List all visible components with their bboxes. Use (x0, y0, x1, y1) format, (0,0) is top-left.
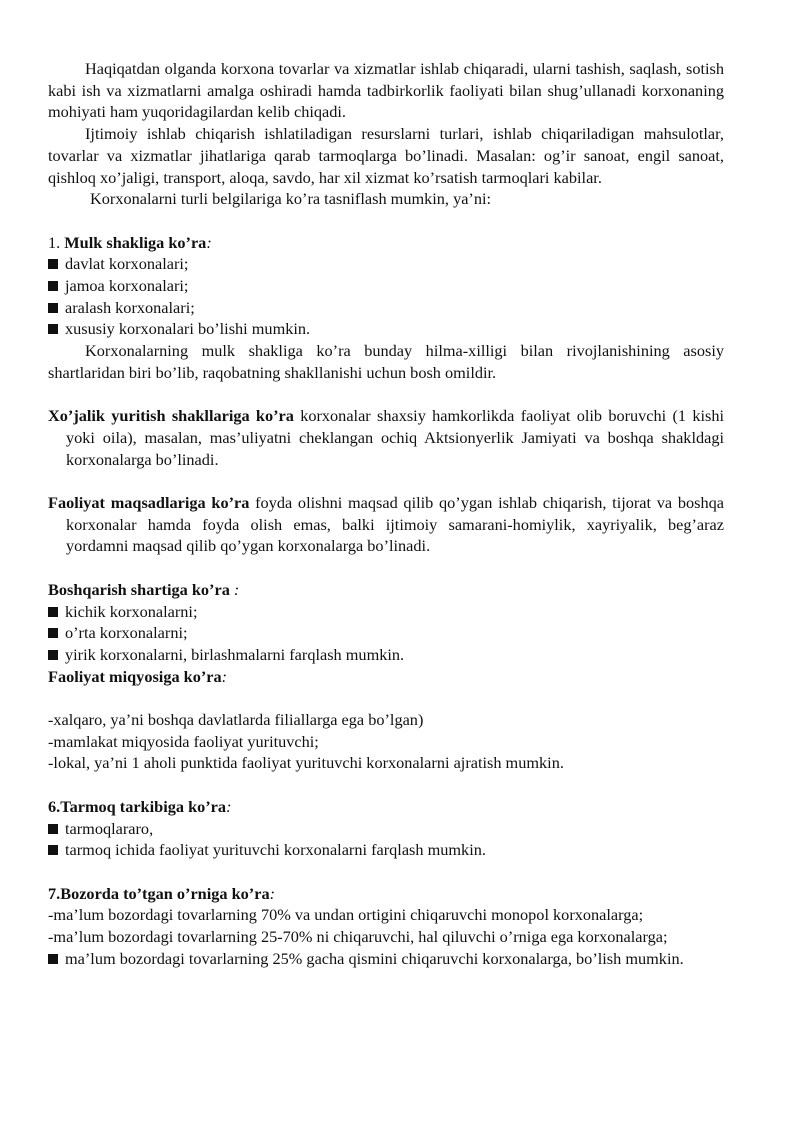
list-item: -ma’lum bozordagi tovarlarning 25-70% ni chiqaruvchi, hal qiluvchi o’rniga ega korxonalarga; (48, 927, 668, 947)
square-bullet-icon (48, 845, 58, 855)
list-item: davlat korxonalari; (48, 253, 724, 275)
section-title: 6.Tarmoq tarkibiga ko’ra (48, 796, 227, 816)
list-item: jamoa korxonalari; (48, 275, 724, 297)
list-item: o’rta korxonalarni; (48, 622, 724, 644)
list-item: kichik korxonalarni; (48, 601, 724, 623)
section-title: Xo’jalik yuritish shakllariga ko’ra (48, 406, 294, 426)
square-bullet-icon (48, 259, 58, 269)
section-colon: : (206, 232, 212, 252)
classification-intro: Korxonalarni turli belgilariga ko’ra tasniflash mumkin, ya’ni: (90, 189, 492, 209)
sectors-paragraph: Ijtimoiy ishlab chiqarish ishlatiladigan resurslarni turlari, ishlab chiqariladigan mahsulotlar, tovarlar va xizmatlar jihatlariga qarab tarmoqlarga bo’linadi. Masalan: og’ir sanoat, engil sanoat, qishloq xo’jaligi, transport, aloqa, savdo, har xil xizmat ko’rsatish tarmoqlari kabilar. (48, 124, 724, 187)
section-colon: : (226, 796, 232, 816)
section-heading-scale (48, 666, 724, 688)
section-heading-market-position (48, 883, 724, 905)
section-title: Faoliyat maqsadlariga ko’ra (48, 493, 250, 513)
section-heading-management (48, 579, 724, 601)
square-bullet-icon (48, 824, 58, 834)
section-title: Faoliyat miqyosiga ko’ra (48, 666, 222, 686)
list-item: xususiy korxonalari bo’lishi mumkin. (48, 318, 724, 340)
list-item: aralash korxonalari; (48, 297, 724, 319)
list-item: tarmoqlararo, (48, 818, 724, 840)
square-bullet-icon (48, 324, 58, 334)
list-item: -mamlakat miqyosida faoliyat yurituvchi; (48, 731, 319, 751)
section-colon: : (229, 579, 240, 599)
list-item: yirik korxonalarni, birlashmalarni farqlash mumkin. (48, 644, 724, 666)
section-management-form (48, 405, 724, 470)
section-title: Boshqarish shartiga ko’ra (48, 579, 230, 599)
section-activity-goals (48, 492, 724, 557)
list-item: -ma’lum bozordagi tovarlarning 70% va undan ortigini chiqaruvchi monopol korxonalarga; (48, 905, 644, 925)
list-item: -lokal, ya’ni 1 aholi punktida faoliyat yurituvchi korxonalarni ajratish mumkin. (48, 753, 564, 773)
list-item: -xalqaro, ya’ni boshqa davlatlarda filiallarga ega bo’lgan) (48, 710, 424, 730)
section-title: Mulk shakliga ko’ra (64, 232, 207, 252)
section-colon: : (269, 883, 276, 903)
square-bullet-icon (48, 607, 58, 617)
section-text: korxonalar shaxsiy hamkorlikda faoliyat olib boruvchi (1 kishi yoki oila), masalan, mas’uliyatni cheklangan ochiq Aktsionyerlik Jamiyati va boshqa shakldagi korxonalarga bo’linadi. (66, 406, 724, 469)
square-bullet-icon (48, 650, 58, 660)
section-title: 7.Bozorda to’tgan o’rniga ko’ra (48, 883, 270, 903)
square-bullet-icon (48, 628, 58, 638)
section-heading-industry (48, 796, 724, 818)
section-number: 1. (48, 232, 65, 252)
square-bullet-icon (48, 954, 58, 964)
square-bullet-icon (48, 303, 58, 313)
section-colon: : (221, 666, 228, 686)
intro-paragraph: Haqiqatdan olganda korxona tovarlar va xizmatlar ishlab chiqaradi, ularni tashish, saqlash, sotish kabi ish va xizmatlarni amalga oshiradi hamda tadbirkorlik faoliyati bilan shug’ullanadi korxonaning mohiyati ham yuqoridagilardan kelib chiqadi. (48, 59, 724, 122)
square-bullet-icon (48, 281, 58, 291)
section-heading-ownership (48, 232, 724, 254)
ownership-paragraph: Korxonalarning mulk shakliga ko’ra bunday hilma-xilligi bilan rivojlanishining asosiy shartlaridan biri bo’lib, raqobatning shakllanishi uchun bosh omildir. (48, 341, 724, 382)
list-item: tarmoq ichida faoliyat yurituvchi korxonalarni farqlash mumkin. (48, 839, 724, 861)
list-item: ma’lum bozordagi tovarlarning 25% gacha qismini chiqaruvchi korxonalarga, bo’lish mumkin. (48, 948, 724, 970)
section-text: foyda olishni maqsad qilib qo’ygan ishlab chiqarish, tijorat va boshqa korxonalar hamda foyda olish emas, balki ijtimoiy samarani-homiylik, xayriyalik, beg’araz yordamni maqsad qilib qo’ygan korxonalarga bo’linadi. (66, 493, 724, 556)
